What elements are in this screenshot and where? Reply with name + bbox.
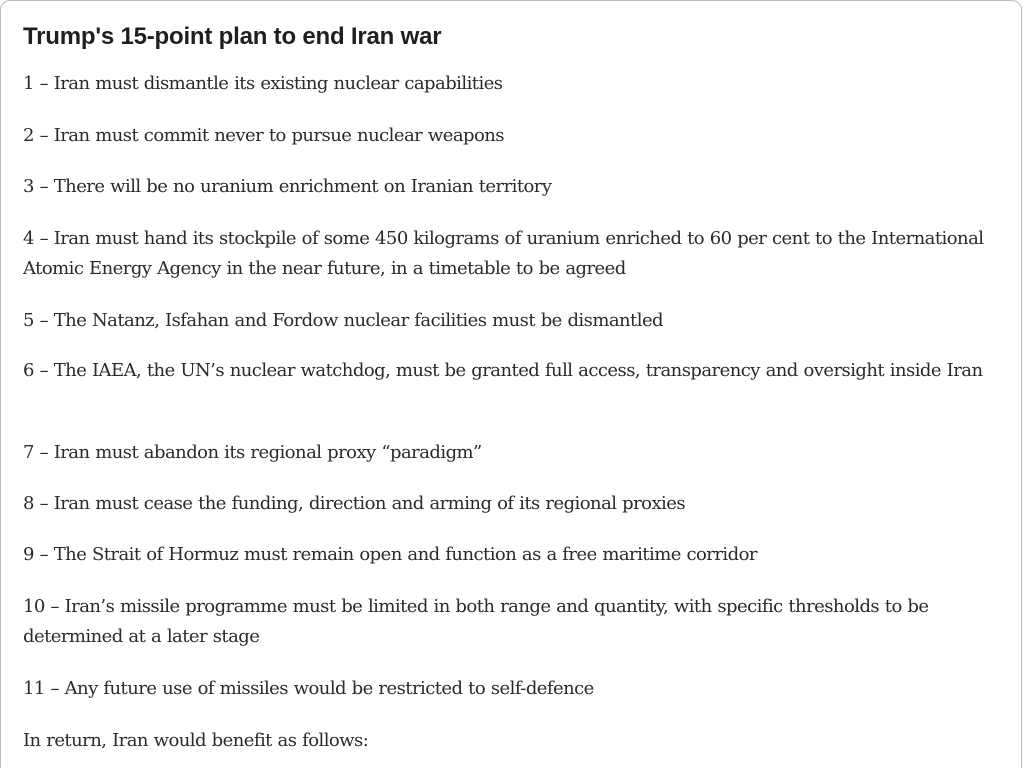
in-return-text: In return, Iran would benefit as follows:	[23, 730, 369, 751]
plan-point-9: 9 – The Strait of Hormuz must remain open and function as a free maritime corridor	[23, 544, 757, 565]
plan-point-1: 1 – Iran must dismantle its existing nuclear capabilities	[23, 73, 503, 94]
plan-point-7: 7 – Iran must abandon its regional proxy “paradigm”	[23, 442, 482, 463]
plan-point-3: 3 – There will be no uranium enrichment on Iranian territory	[23, 176, 552, 197]
plan-point-4: 4 – Iran must hand its stockpile of some 450 kilograms of uranium enriched to 60 per cent to the International Atomic Energy Agency in the near future, in a timetable to be agreed	[23, 228, 984, 279]
plan-point-10: 10 – Iran’s missile programme must be limited in both range and quantity, with specific thresholds to be determined at a later stage	[23, 596, 929, 647]
plan-point-6: 6 – The IAEA, the UN’s nuclear watchdog, must be granted full access, transparency and oversight inside Iran	[23, 360, 983, 381]
plan-point-11: 11 – Any future use of missiles would be restricted to self-defence	[23, 678, 594, 699]
plan-point-2: 2 – Iran must commit never to pursue nuclear weapons	[23, 125, 504, 146]
plan-point-5: 5 – The Natanz, Isfahan and Fordow nuclear facilities must be dismantled	[23, 310, 664, 331]
plan-point-8: 8 – Iran must cease the funding, direction and arming of its regional proxies	[23, 493, 686, 514]
article-title: Trump's 15-point plan to end Iran war	[23, 23, 442, 50]
